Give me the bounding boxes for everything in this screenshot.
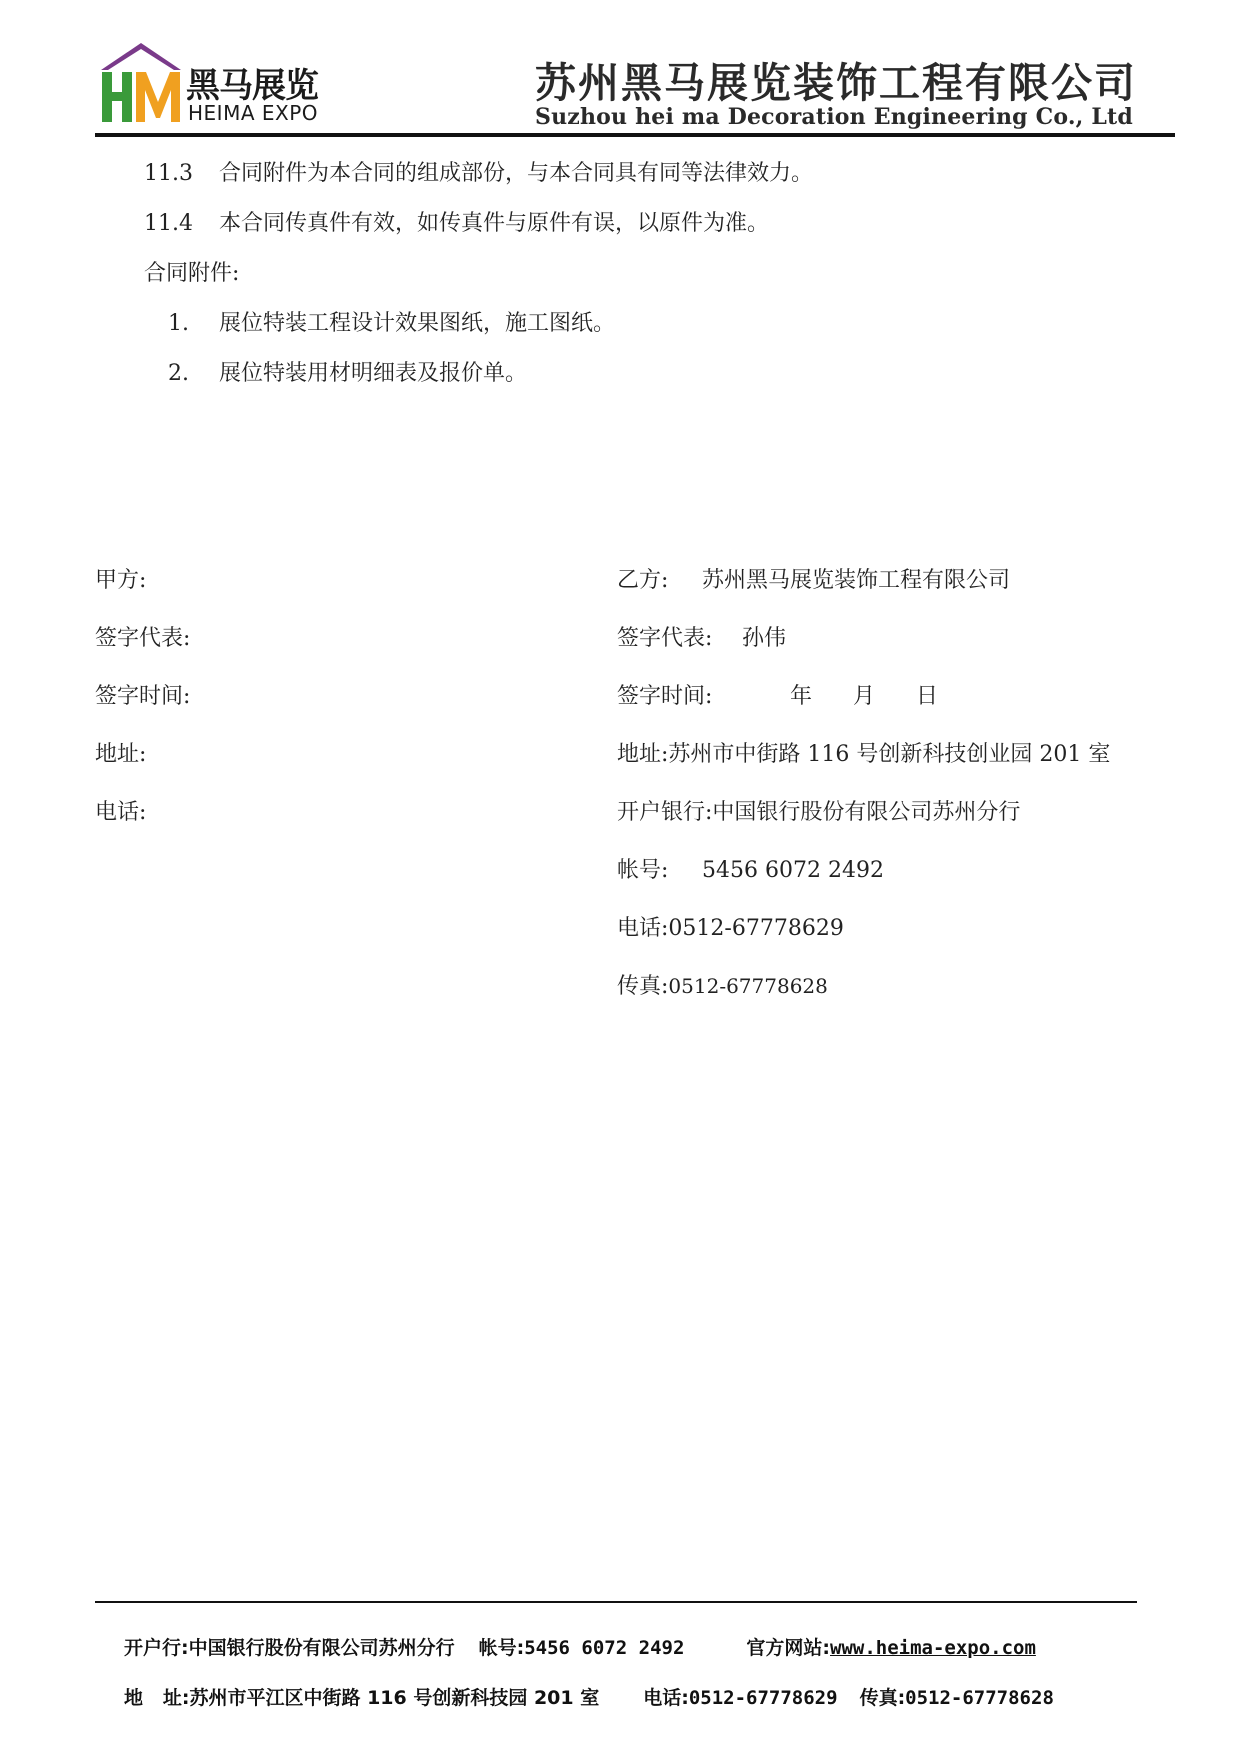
header-divider: [95, 133, 1175, 137]
footer-address-label: 地 址:: [124, 1687, 190, 1709]
footer-address: 苏州市平江区中街路 116 号创新科技园 201 室: [189, 1687, 600, 1709]
party-b-time-label: 签字时间:: [617, 684, 713, 709]
party-b-rep-row: [617, 621, 786, 652]
date-month: 月: [853, 684, 876, 709]
company-name-chinese: 苏州黑马展览装饰工程有限公司: [535, 59, 1137, 107]
party-b-fax: 0512-67778628: [668, 974, 828, 998]
clause-11-3: [144, 156, 813, 187]
footer-website-link[interactable]: www.heima-expo.com: [830, 1637, 1036, 1659]
footer-phone-label: 电话:: [643, 1687, 689, 1709]
footer-bank: 中国银行股份有限公司苏州分行: [188, 1637, 455, 1659]
attachments-title: 合同附件:: [144, 261, 240, 286]
party-b-rep-label: 签字代表:: [617, 626, 713, 651]
party-a-time-label: 签字时间:: [95, 684, 191, 709]
footer-fax: 0512-67778628: [905, 1687, 1054, 1709]
logo-chinese-text: 黑马展览: [186, 66, 318, 106]
party-b-bank-row: [617, 795, 1020, 826]
party-b-bank-label: 开户银行:: [617, 800, 713, 825]
company-name-english: Suzhou hei ma Decoration Engineering Co., Ltd: [535, 104, 1134, 130]
attachment-item: [168, 306, 615, 337]
party-b-account-label: 帐号:: [617, 858, 669, 883]
party-a-phone-label: 电话:: [95, 800, 147, 825]
clause-number: 11.4: [144, 211, 193, 236]
party-a-address-label: 地址:: [95, 742, 147, 767]
attachment-number: 2.: [168, 361, 189, 386]
party-b-rep-name: 孙伟: [742, 626, 787, 651]
party-b-address-row: [617, 737, 1110, 768]
party-b-label: 乙方:: [617, 568, 669, 593]
party-a-label: 甲方:: [95, 568, 147, 593]
heima-expo-logo: [96, 40, 336, 130]
footer-account: 5456 6072 2492: [524, 1637, 685, 1659]
party-b-address-label: 地址:: [617, 742, 669, 767]
party-b-account-row: [617, 853, 884, 884]
party-b-fax-label: 传真:: [617, 974, 669, 999]
clause-11-4: [144, 206, 769, 237]
party-b-fax-row: [617, 969, 828, 1000]
clause-text: 合同附件为本合同的组成部份，与本合同具有同等法律效力。: [219, 161, 814, 186]
attachment-text: 展位特装用材明细表及报价单。: [219, 361, 528, 386]
footer-bank-label: 开户行:: [124, 1637, 189, 1659]
date-day: 日: [916, 684, 939, 709]
party-a-rep-label: 签字代表:: [95, 626, 191, 651]
footer-bank-line: [124, 1633, 1036, 1660]
footer-fax-label: 传真:: [859, 1687, 906, 1709]
party-b-address: 苏州市中街路 116 号创新科技创业园 201 室: [668, 742, 1111, 767]
party-b-phone-label: 电话:: [617, 916, 669, 941]
footer-address-line: [124, 1683, 1054, 1710]
party-b-name: 苏州黑马展览装饰工程有限公司: [702, 568, 1011, 593]
letterhead: [0, 0, 1241, 140]
party-b-row: [617, 563, 1010, 594]
clause-number: 11.3: [144, 161, 193, 186]
clause-text: 本合同传真件有效，如传真件与原件有误，以原件为准。: [219, 211, 770, 236]
footer-site-label: 官方网站:: [746, 1637, 830, 1659]
logo-english-text: HEIMA EXPO: [188, 101, 319, 125]
party-b-phone-row: [617, 911, 844, 942]
footer-account-label: 帐号:: [478, 1637, 525, 1659]
party-b-bank: 中国银行股份有限公司苏州分行: [712, 800, 1021, 825]
party-b-phone: 0512-67778629: [668, 916, 844, 941]
footer-phone: 0512-67778629: [688, 1687, 838, 1709]
attachment-item: [168, 356, 527, 387]
logo-hm-mark: [96, 40, 186, 130]
party-b-account: 5456 6072 2492: [702, 858, 884, 883]
date-year: 年: [790, 684, 813, 709]
attachment-text: 展位特装工程设计效果图纸，施工图纸。: [219, 311, 616, 336]
party-b-time-row: [617, 679, 938, 710]
footer-divider: [95, 1601, 1137, 1603]
attachment-number: 1.: [168, 311, 189, 336]
